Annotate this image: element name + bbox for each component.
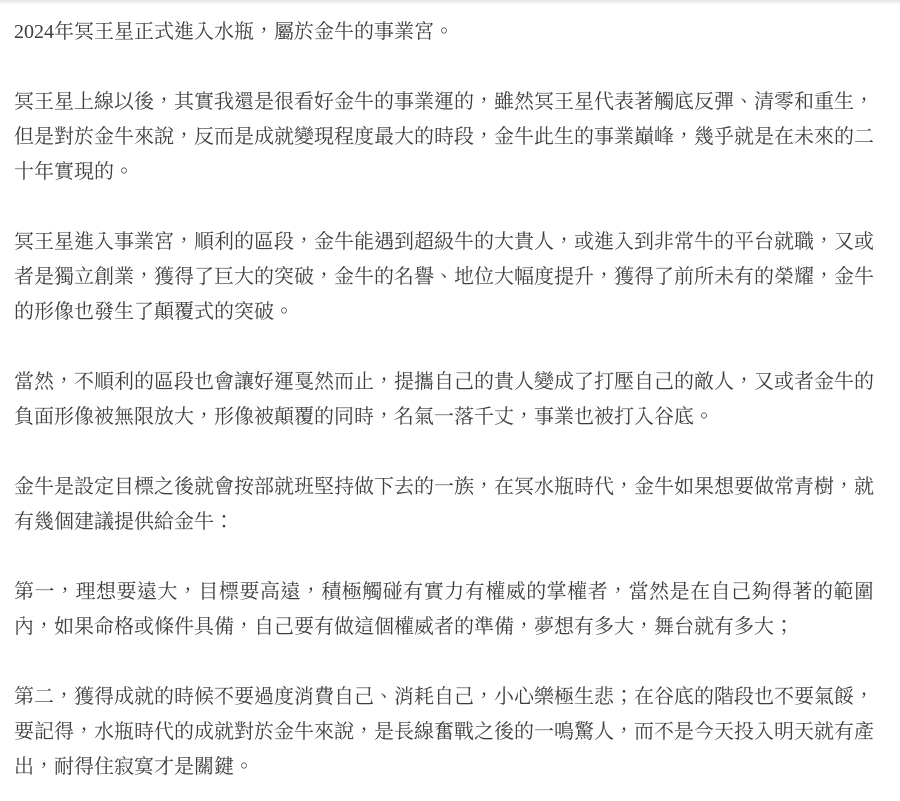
- paragraph-smooth-phase: 冥王星進入事業宮，順利的區段，金牛能遇到超級牛的大貴人，或進入到非常牛的平台就職，又或者是獨立創業，獲得了巨大的突破，金牛的名譽、地位大幅度提升，獲得了前所未有的榮耀，金牛的形像也發生了顛覆式的突破。: [14, 231, 874, 323]
- paragraph-rough-phase: 當然，不順利的區段也會讓好運戛然而止，提攜自己的貴人變成了打壓自己的敵人，又或者金牛的負面形像被無限放大，形像被顛覆的同時，名氣一落千丈，事業也被打入谷底。: [14, 371, 874, 428]
- paragraph-advice-1: 第一，理想要遠大，目標要高遠，積極觸碰有實力有權威的掌權者，當然是在自己夠得著的範圍內，如果命格或條件具備，自己要有做這個權威者的準備，夢想有多大，舞台就有多大；: [14, 581, 874, 638]
- paragraph-outlook: 冥王星上線以後，其實我還是很看好金牛的事業運的，雖然冥王星代表著觸底反彈、清零和重生，但是對於金牛來說，反而是成就變現程度最大的時段，金牛此生的事業巔峰，幾乎就是在未來的二十年實現的。: [14, 91, 874, 183]
- paragraph-advice-2: 第二，獲得成就的時候不要過度消費自己、消耗自己，小心樂極生悲；在谷底的階段也不要氣餒，要記得，水瓶時代的成就對於金牛來說，是長線奮戰之後的一鳴驚人，而不是今天投入明天就有產出，耐得住寂寞才是關鍵。: [14, 686, 874, 778]
- paragraph-advice-lead: 金牛是設定目標之後就會按部就班堅持做下去的一族，在冥水瓶時代，金牛如果想要做常青樹，就有幾個建議提供給金牛：: [14, 476, 874, 533]
- paragraph-intro: 2024年冥王星正式進入水瓶，屬於金牛的事業宮。: [14, 21, 454, 43]
